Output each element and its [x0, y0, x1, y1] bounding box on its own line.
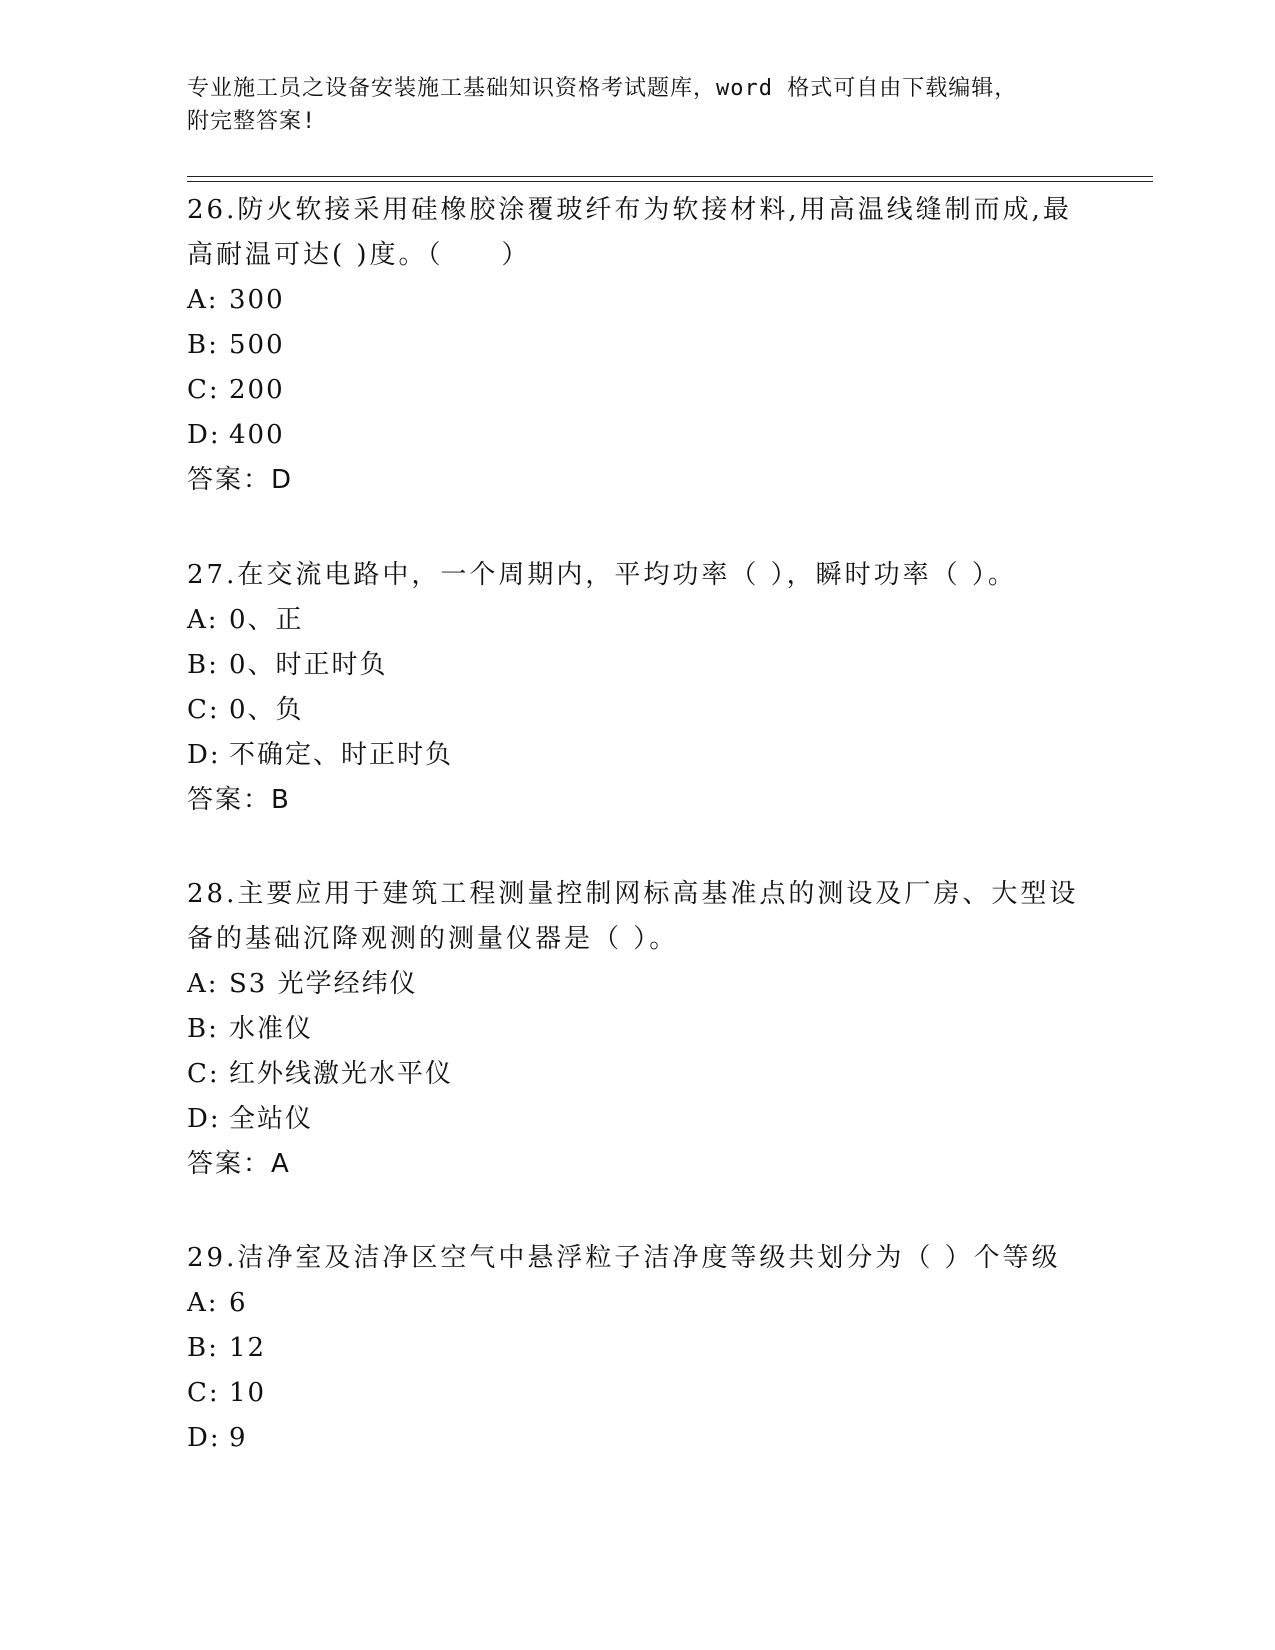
option-c	[187, 368, 1087, 413]
header-divider-top	[187, 176, 1153, 177]
option-a	[187, 598, 1087, 643]
question-29	[187, 1236, 1087, 1461]
option-text: 200	[229, 375, 285, 405]
question-28	[187, 872, 1087, 1187]
option-text: 全站仪	[229, 1104, 314, 1134]
option-b	[187, 323, 1087, 368]
header-line-1: 专业施工员之设备安装施工基础知识资格考试题库，word 格式可自由下载编辑，	[187, 76, 1018, 101]
option-letter: D:	[187, 740, 221, 770]
question-stem-line: 备的基础沉降观测的测量仪器是（ ）。	[187, 924, 679, 954]
option-letter: C:	[187, 695, 220, 725]
option-letter: B:	[187, 650, 219, 680]
question-27	[187, 553, 1087, 823]
option-text: S3 光学经纬仪	[229, 969, 418, 999]
option-letter: D:	[187, 420, 221, 450]
option-letter: B:	[187, 1014, 219, 1044]
option-b	[187, 1007, 1087, 1052]
option-a	[187, 962, 1087, 1007]
option-letter: C:	[187, 375, 220, 405]
option-d	[187, 733, 1087, 778]
answer-line: 答案：B	[187, 785, 291, 815]
option-b	[187, 1326, 1087, 1371]
option-text: 9	[229, 1423, 248, 1453]
question-stem-line: 28.主要应用于建筑工程测量控制网标高基准点的测设及厂房、大型设	[187, 879, 1079, 909]
option-c	[187, 1371, 1087, 1416]
option-d	[187, 1097, 1087, 1142]
option-text: 不确定、时正时负	[229, 740, 454, 770]
option-text: 水准仪	[229, 1014, 314, 1044]
answer-line: 答案：A	[187, 1149, 291, 1179]
option-b	[187, 643, 1087, 688]
question-stem-line: 26.防火软接采用硅橡胶涂覆玻纤布为软接材料,用高温线缝制而成,最	[187, 195, 1072, 225]
option-letter: A:	[187, 1288, 219, 1318]
option-a	[187, 278, 1087, 323]
question-stem-line: 29.洁净室及洁净区空气中悬浮粒子洁净度等级共划分为（ ）个等级	[187, 1243, 1061, 1273]
header-divider-bottom	[187, 181, 1153, 182]
document-header	[187, 72, 1087, 138]
option-letter: B:	[187, 330, 219, 360]
option-c	[187, 688, 1087, 733]
option-letter: A:	[187, 285, 219, 315]
option-letter: C:	[187, 1059, 220, 1089]
option-a	[187, 1281, 1087, 1326]
option-letter: B:	[187, 1333, 219, 1363]
option-text: 0、时正时负	[229, 650, 388, 680]
option-letter: C:	[187, 1378, 220, 1408]
option-c	[187, 1052, 1087, 1097]
answer-line: 答案：D	[187, 465, 294, 495]
question-26	[187, 188, 1087, 503]
option-text: 500	[229, 330, 285, 360]
header-line-2: 附完整答案!	[187, 109, 317, 134]
option-text: 红外线激光水平仪	[229, 1059, 454, 1089]
option-letter: D:	[187, 1423, 221, 1453]
option-letter: A:	[187, 605, 219, 635]
option-text: 12	[229, 1333, 267, 1363]
option-text: 0、负	[229, 695, 304, 725]
option-d	[187, 1416, 1087, 1461]
option-letter: D:	[187, 1104, 221, 1134]
option-text: 0、正	[229, 605, 304, 635]
option-text: 10	[229, 1378, 267, 1408]
option-text: 400	[229, 420, 285, 450]
option-text: 300	[229, 285, 285, 315]
question-stem-line: 高耐温可达( )度。（ ）	[187, 240, 531, 270]
option-letter: A:	[187, 969, 219, 999]
option-text: 6	[229, 1288, 248, 1318]
option-d	[187, 413, 1087, 458]
question-stem-line: 27.在交流电路中，一个周期内，平均功率（ ），瞬时功率（ ）。	[187, 560, 1017, 590]
